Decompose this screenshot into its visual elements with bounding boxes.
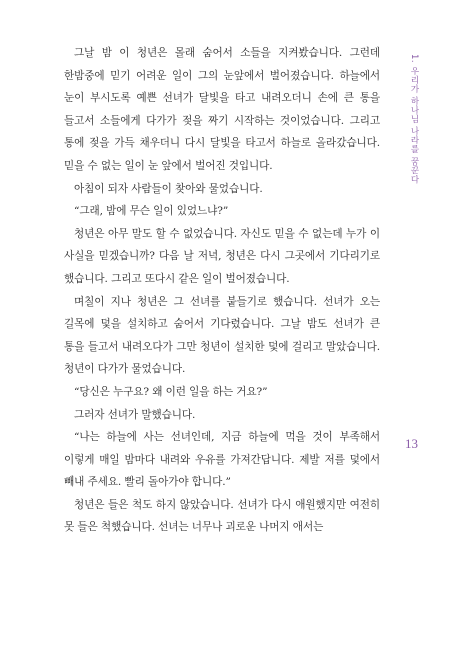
body-text	[64, 42, 380, 539]
page-number: 13	[405, 436, 418, 451]
paragraph-2: 아침이 되자 사람들이 찾아와 물었습니다.	[74, 182, 263, 195]
paragraph-1: 그날 밤 이 청년은 몰래 숨어서 소들을 지켜봤습니다. 그런데 한밤중에 믿기 어려운 일이 그의 눈앞에서 벌어졌습니다. 하늘에서 눈이 부시도록 예쁜 선녀가 달빛을 타고 내려오더니 손에 큰 통을 들고서 소들에게 다가가 젖을 짜기 시작하는 것이었습니다. 그리고 통에 젖을 가득 채우더니 다시 달빛을 타고서 하늘로 올라갔습니다. 믿을 수 없는 일이 눈 앞에서 벌어진 것입니다.	[64, 47, 380, 172]
paragraph-6: “당신은 누구요? 왜 이런 일을 하는 거요?”	[74, 385, 268, 398]
paragraph-8: “나는 하늘에 사는 선녀인데, 지금 하늘에 먹을 것이 부족해서 이렇게 매일 밤마다 내려와 우유를 가져간답니다. 제발 저를 덫에서 빼내 주세요. 빨리 돌아가야 합니다.”	[64, 431, 380, 489]
paragraph-3: “그래, 밤에 무슨 일이 있었느냐?”	[74, 205, 229, 218]
paragraph-9: 청년은 들은 척도 하지 않았습니다. 선녀가 다시 애원했지만 여전히 못 들은 척했습니다. 선녀는 너무나 괴로운 나머지 애서는	[64, 498, 380, 534]
running-head: 1. 우리가 하나님 나라를 꿈꾼다	[409, 54, 419, 184]
paragraph-4: 청년은 아무 말도 할 수 없었습니다. 자신도 믿을 수 없는데 누가 이 사실을 믿겠습니까? 다음 날 저녁, 청년은 다시 그곳에서 기다리기로 했습니다. 그리고 또다시 같은 일이 벌어졌습니다.	[64, 227, 380, 285]
paragraph-7: 그러자 선녀가 말했습니다.	[74, 408, 196, 421]
paragraph-5: 며칠이 지나 청년은 그 선녀를 붙들기로 했습니다. 선녀가 오는 길목에 덫을 설치하고 숨어서 기다렸습니다. 그날 밤도 선녀가 큰 통을 들고서 내려오다가 그만 청년이 설치한 덫에 걸리고 말았습니다. 청년이 다가가 물었습니다.	[64, 295, 380, 376]
